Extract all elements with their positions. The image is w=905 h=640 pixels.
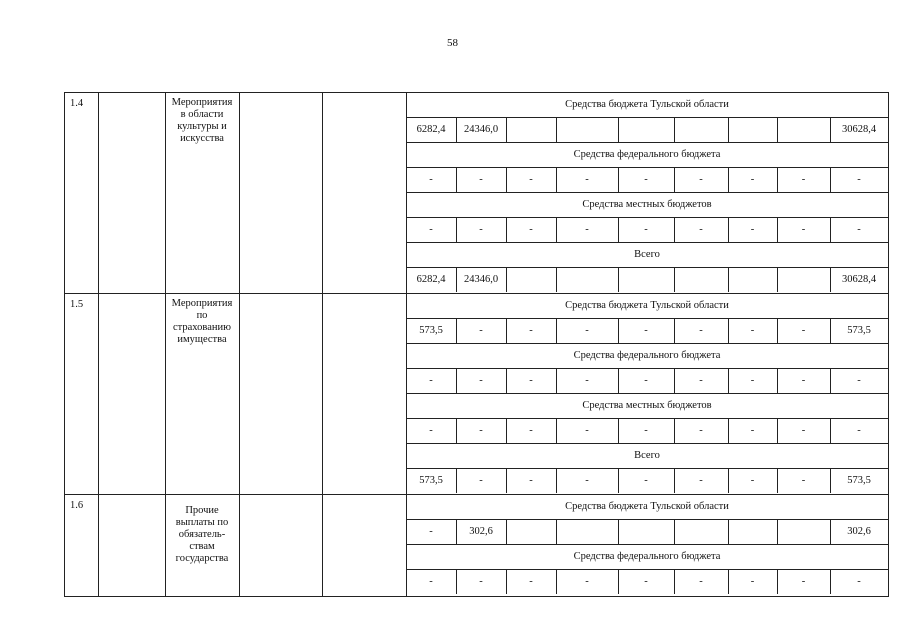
value-cell: -	[750, 475, 755, 486]
value-cell: -	[429, 224, 433, 235]
funding-source-caption: Средства бюджета Тульской области	[565, 501, 729, 512]
row-divider	[165, 494, 406, 495]
value-cell: -	[479, 375, 483, 386]
value-cell: -	[644, 475, 648, 486]
row-name-line: Прочие	[185, 505, 219, 516]
value-cell	[674, 118, 728, 142]
value-cell: 573,5	[419, 475, 443, 486]
value-cell: -	[750, 174, 755, 185]
value-cell	[674, 520, 728, 544]
row-number: 1.4	[70, 98, 84, 109]
value-cell: -	[644, 425, 648, 436]
value-cell: -	[585, 224, 589, 235]
value-cell: -	[644, 375, 648, 386]
value-cell: -	[699, 325, 703, 336]
value-cell: -	[699, 425, 703, 436]
value-cell: -	[750, 576, 755, 587]
value-cell: -	[857, 174, 861, 185]
column-divider	[239, 92, 240, 596]
value-cell: -	[644, 576, 648, 587]
row-name-line: выплаты по	[175, 517, 229, 528]
value-cell: -	[479, 425, 483, 436]
value-cell: -	[479, 475, 483, 486]
funding-source-caption: Средства федерального бюджета	[573, 551, 721, 562]
value-cell: -	[750, 375, 755, 386]
column-divider	[64, 92, 65, 596]
value-cell: 573,5	[419, 325, 443, 336]
funding-source-caption: Средства бюджета Тульской области	[565, 300, 729, 311]
value-cell: -	[857, 576, 861, 587]
value-cell: -	[699, 475, 703, 486]
value-cell: -	[479, 325, 483, 336]
row-name-line: страхованию	[173, 322, 231, 333]
value-cell	[556, 520, 618, 544]
value-cell: -	[529, 375, 533, 386]
funding-source-caption: Всего	[634, 450, 660, 461]
value-cell: -	[857, 224, 861, 235]
value-cell: -	[529, 224, 533, 235]
value-cell: 30628,4	[841, 124, 877, 135]
row-name-line: по	[196, 310, 208, 321]
value-cell: -	[699, 174, 703, 185]
value-cell	[618, 520, 674, 544]
value-cell: -	[429, 576, 433, 587]
value-cell: -	[429, 526, 433, 537]
row-divider	[165, 293, 406, 294]
value-cell: -	[857, 375, 861, 386]
value-cell: 573,5	[847, 325, 871, 336]
value-cell: -	[529, 576, 533, 587]
value-cell: 302,6	[469, 526, 493, 537]
row-divider	[64, 494, 165, 495]
funding-source-caption: Средства федерального бюджета	[573, 149, 721, 160]
page-number: 58	[447, 37, 458, 49]
value-cell: -	[644, 174, 648, 185]
column-divider	[98, 92, 99, 596]
value-cell: 30628,4	[841, 274, 877, 285]
value-cell	[556, 268, 618, 292]
value-cell	[506, 118, 556, 142]
value-cell	[728, 118, 777, 142]
value-cell: -	[585, 375, 589, 386]
value-cell: -	[699, 375, 703, 386]
value-cell: -	[801, 576, 806, 587]
value-cell: -	[429, 174, 433, 185]
table-right-border	[888, 92, 889, 596]
value-cell: -	[529, 325, 533, 336]
budget-table	[64, 92, 888, 596]
value-cell: -	[699, 224, 703, 235]
value-cell: -	[857, 425, 861, 436]
table-bottom-border	[64, 596, 889, 597]
value-cell	[777, 118, 830, 142]
value-cell: -	[801, 375, 806, 386]
value-cell: 573,5	[847, 475, 871, 486]
value-cell	[618, 118, 674, 142]
value-cell: 302,6	[847, 526, 871, 537]
value-cell	[506, 520, 556, 544]
value-cell: -	[585, 325, 589, 336]
value-cell: -	[801, 475, 806, 486]
value-cell: -	[750, 224, 755, 235]
row-name-line: в области	[180, 109, 224, 120]
value-cell	[777, 520, 830, 544]
value-cell: -	[479, 224, 483, 235]
value-cell	[728, 520, 777, 544]
value-cell: -	[479, 576, 483, 587]
value-cell: -	[585, 475, 589, 486]
value-cell: 24346,0	[463, 274, 499, 285]
funding-source-caption: Средства местных бюджетов	[582, 400, 712, 411]
column-divider	[322, 92, 323, 596]
row-name-line: ствам	[189, 541, 215, 552]
row-name-line: обязатель-	[178, 529, 226, 540]
value-cell: -	[801, 224, 806, 235]
value-cell: -	[801, 174, 806, 185]
value-cell: -	[429, 375, 433, 386]
value-cell: 24346,0	[463, 124, 499, 135]
value-cell	[674, 268, 728, 292]
value-cell: -	[585, 425, 589, 436]
value-cell: -	[429, 425, 433, 436]
row-name-line: искусства	[180, 133, 224, 144]
row-name-line: Мероприятия	[171, 97, 233, 108]
value-cell	[556, 118, 618, 142]
value-cell: -	[529, 174, 533, 185]
value-cell: -	[529, 425, 533, 436]
funding-source-caption: Средства местных бюджетов	[582, 199, 712, 210]
funding-source-caption: Средства бюджета Тульской области	[565, 99, 729, 110]
value-cell: -	[750, 425, 755, 436]
value-cell: -	[801, 325, 806, 336]
value-cell: -	[644, 325, 648, 336]
value-cell	[728, 268, 777, 292]
funding-source-caption: Всего	[634, 249, 660, 260]
row-name-line: государства	[175, 553, 229, 564]
value-cell: -	[750, 325, 755, 336]
value-cell: -	[529, 475, 533, 486]
value-cell	[506, 268, 556, 292]
funding-source-caption: Средства федерального бюджета	[573, 350, 721, 361]
value-cell: -	[585, 174, 589, 185]
value-cell	[618, 268, 674, 292]
row-name-line: имущества	[177, 334, 227, 345]
value-cell: 6282,4	[416, 274, 446, 285]
value-cell: -	[644, 224, 648, 235]
value-cell: 6282,4	[416, 124, 446, 135]
row-name-line: культуры и	[177, 121, 227, 132]
row-name-line: Мероприятия	[171, 298, 233, 309]
value-cell: -	[801, 425, 806, 436]
row-number: 1.5	[70, 299, 84, 310]
row-number: 1.6	[70, 500, 84, 511]
row-divider	[64, 293, 165, 294]
value-cell	[777, 268, 830, 292]
value-cell: -	[479, 174, 483, 185]
value-cell: -	[699, 576, 703, 587]
value-cell: -	[585, 576, 589, 587]
